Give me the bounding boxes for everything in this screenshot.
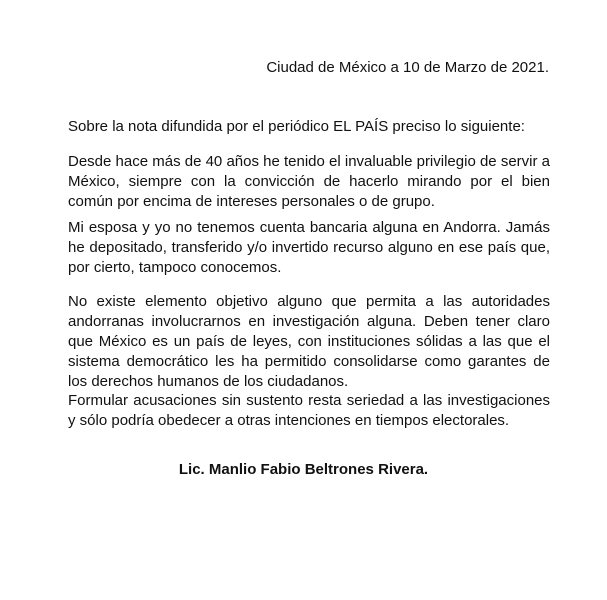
paragraph-4: Formular acusaciones sin sustento resta seriedad a las investigaciones y sólo podría obedecer a otras intenciones en tiempos electorales. bbox=[68, 392, 550, 429]
paragraph-2: Mi esposa y yo no tenemos cuenta bancaria alguna en Andorra. Jamás he depositado, transferido y/o invertido recurso alguno en ese país que, por cierto, tampoco conocemos. bbox=[68, 219, 550, 276]
paragraph-3: No existe elemento objetivo alguno que permita a las autoridades andorranas involucrarnos en investigación alguna. Deben tener claro que México es un país de leyes, con instituciones sólidas a las que el sistema democrático les ha permitido consolidarse como garantes de los derechos humanos de los ciudadanos. bbox=[68, 293, 550, 390]
paragraph-1: Desde hace más de 40 años he tenido el invaluable privilegio de servir a México, siempre con la convicción de hacerlo mirando por el bien común por encima de intereses personales o de grupo. bbox=[68, 153, 550, 210]
intro-paragraph: Sobre la nota difundida por el periódico EL PAÍS preciso lo siguiente: bbox=[68, 118, 525, 135]
signature: Lic. Manlio Fabio Beltrones Rivera. bbox=[178, 461, 429, 478]
date-line: Ciudad de México a 10 de Marzo de 2021. bbox=[266, 59, 549, 76]
